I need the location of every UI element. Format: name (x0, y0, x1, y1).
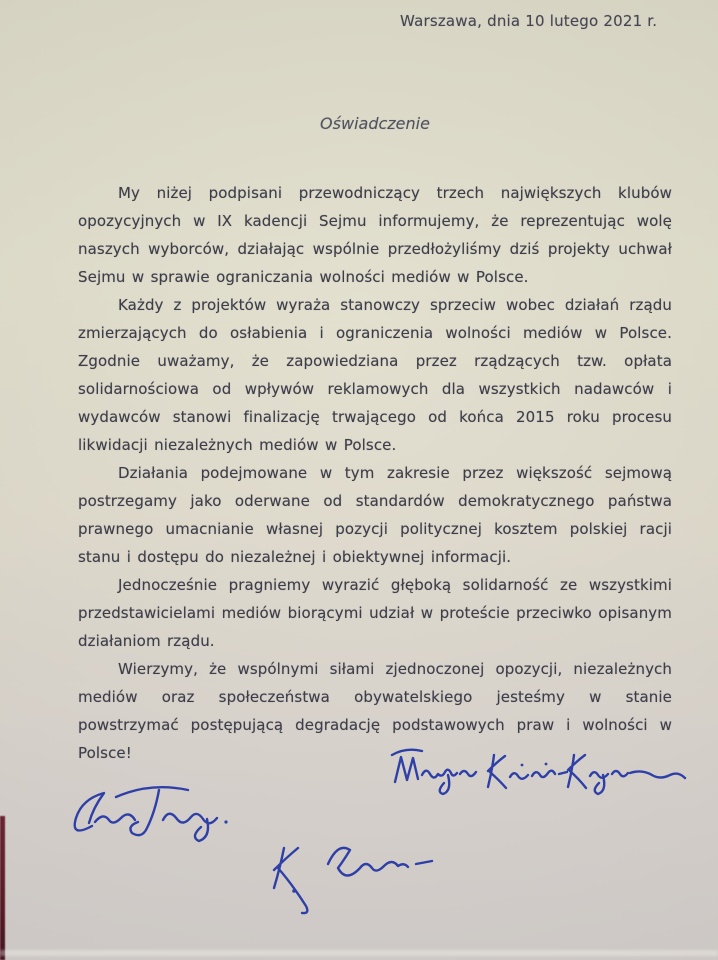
handwriting-stroke (250, 826, 470, 920)
letter-content (78, 12, 672, 767)
handwriting-stroke (58, 770, 258, 852)
body-paragraph: Wierzymy, że wspólnymi siłami zjednoczonej opozycji, niezależnych mediów oraz społeczeństwa obywatelskiego jesteśmy w stanie powstrzymać postępującą degradację podstawowych praw i wolności w Polsce! (78, 660, 672, 762)
document-title: Oświadczenie (320, 114, 430, 133)
paper-bottom-highlight (0, 950, 718, 956)
signature-wladyslaw-kosiniak-kamysz (390, 744, 690, 808)
body-paragraphs (78, 179, 672, 767)
body-paragraph: My niżej podpisani przewodniczący trzech największych klubów opozycyjnych w IX kadencji Sejmu informujemy, że reprezentując wolę naszych wyborców, działając wspólnie przedłożyliśmy dziś projekty uchwał Sejmu w sprawie ograniczania wolności mediów w Polsce. (78, 184, 672, 286)
paper-edge-shadow (0, 816, 5, 960)
body-paragraph: Każdy z projektów wyraża stanowczy sprzeciw wobec działań rządu zmierzających do osłabienia i ograniczenia wolności mediów w Polsce. Zgodnie uważamy, że zapowiedziana przez rządzących tzw. opłata solidarnościowa od wpływów reklamowych dla wszystkich nadawców i wydawców stanowi finalizację trwającego od końca 2015 roku procesu likwidacji niezależnych mediów w Polsce. (78, 296, 672, 454)
body-paragraph: Działania podejmowane w tym zakresie przez większość sejmową postrzegamy jako oderwane od standardów demokratycznego państwa prawnego umacnianie własnej pozycji politycznej kosztem polskiej racji stanu i dostępu do niezależnej i obiektywnej informacji. (78, 464, 672, 566)
signature-illegible-left (58, 770, 258, 852)
handwriting-stroke (390, 744, 690, 808)
body-paragraph: Jednocześnie pragniemy wyrazić głęboką solidarność ze wszystkimi przedstawicielami mediów biorącymi udział w proteście przeciwko opisanym działaniom rządu. (78, 576, 672, 650)
signature-illegible-center (250, 826, 470, 920)
dateline: Warszawa, dnia 10 lutego 2021 r. (400, 12, 658, 30)
